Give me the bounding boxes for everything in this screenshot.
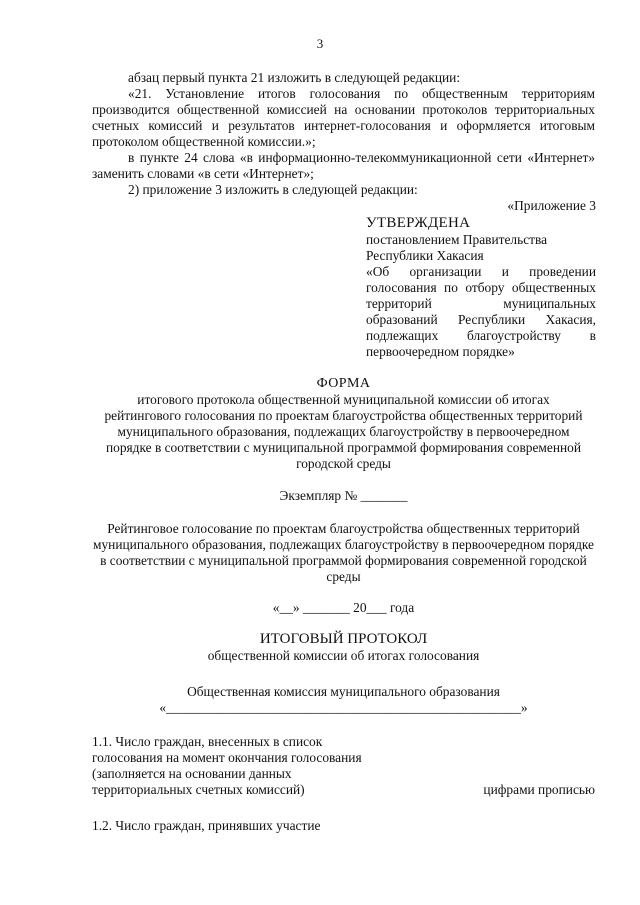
resolution-title: «Об организации и проведении голосования по отбору общественных территорий муниципальных образований Республики Хакасия, подлежащих благоустройству в первоочередном порядке» [366,264,596,359]
copy-number: Экземпляр № _______ [279,488,408,503]
item-1-2-line-1: 1.2. Число граждан, принявших участие [92,818,321,833]
commission-name-blank: «_____________________________________________________» [159,700,528,715]
amendment-block [92,70,595,198]
item-1-1-line-2: голосования на момент окончания голосования [92,750,362,765]
form-heading: ФОРМА [316,376,371,391]
form-heading-block [92,376,595,472]
item-1-1-value-label: цифрами прописью [483,782,595,797]
approved-heading: УТВЕРЖДЕНА [366,215,471,231]
protocol-heading-block [92,630,595,664]
protocol-date: «__» _______ 20___ года [272,600,415,615]
protocol-title: ИТОГОВЫЙ ПРОТОКОЛ [259,631,428,647]
approval-block [366,214,596,360]
voting-text: Рейтинговое голосование по проектам благоустройства общественных территорий муниципального образования, подлежащих благоустройству в первоочередном порядке в соответствии с муниципальной программой формирования современной городской среды [92,521,594,584]
commission-label: Общественная комиссия муниципального образования [187,684,500,699]
item-1-1 [92,734,362,798]
approved-region-line: Республики Хакасия [366,248,484,263]
item-1-1-line-4: территориальных счетных комиссий) [92,782,305,797]
form-subtitle: итогового протокола общественной муниципальной комиссии об итогах рейтингового голосования по проектам благоустройства общественных территорий муниципального образования, подлежащих благоустройству в первоочередном порядке в соответствии с муниципальной программой формирования современной городской среды [104,392,583,471]
amendment-paragraph-3: в пункте 24 слова «в информационно-телекоммуникационной сети «Интернет» заменить словами «в сети «Интернет»; [92,150,595,181]
amendment-paragraph-2: «21. Установление итогов голосования по общественным территориям производится общественной комиссией на основании протоколов территориальных счетных комиссий и результатов интернет-голосования и оформляется итоговым протоколом общественной комиссии.»; [92,86,595,149]
page-number: 3 [316,36,324,51]
amendment-paragraph-4: 2) приложение 3 изложить в следующей редакции: [128,182,418,197]
voting-description [92,521,595,585]
amendment-paragraph-1: абзац первый пункта 21 изложить в следующей редакции: [128,70,461,85]
commission-block [92,684,595,716]
protocol-subtitle: общественной комиссии об итогах голосования [207,648,480,663]
item-1-1-line-1: 1.1. Число граждан, внесенных в список [92,734,323,749]
item-1-1-line-3: (заполняется на основании данных [92,766,292,781]
appendix-tag: «Приложение 3 [507,198,596,213]
approved-by-line: постановлением Правительства [366,232,548,247]
